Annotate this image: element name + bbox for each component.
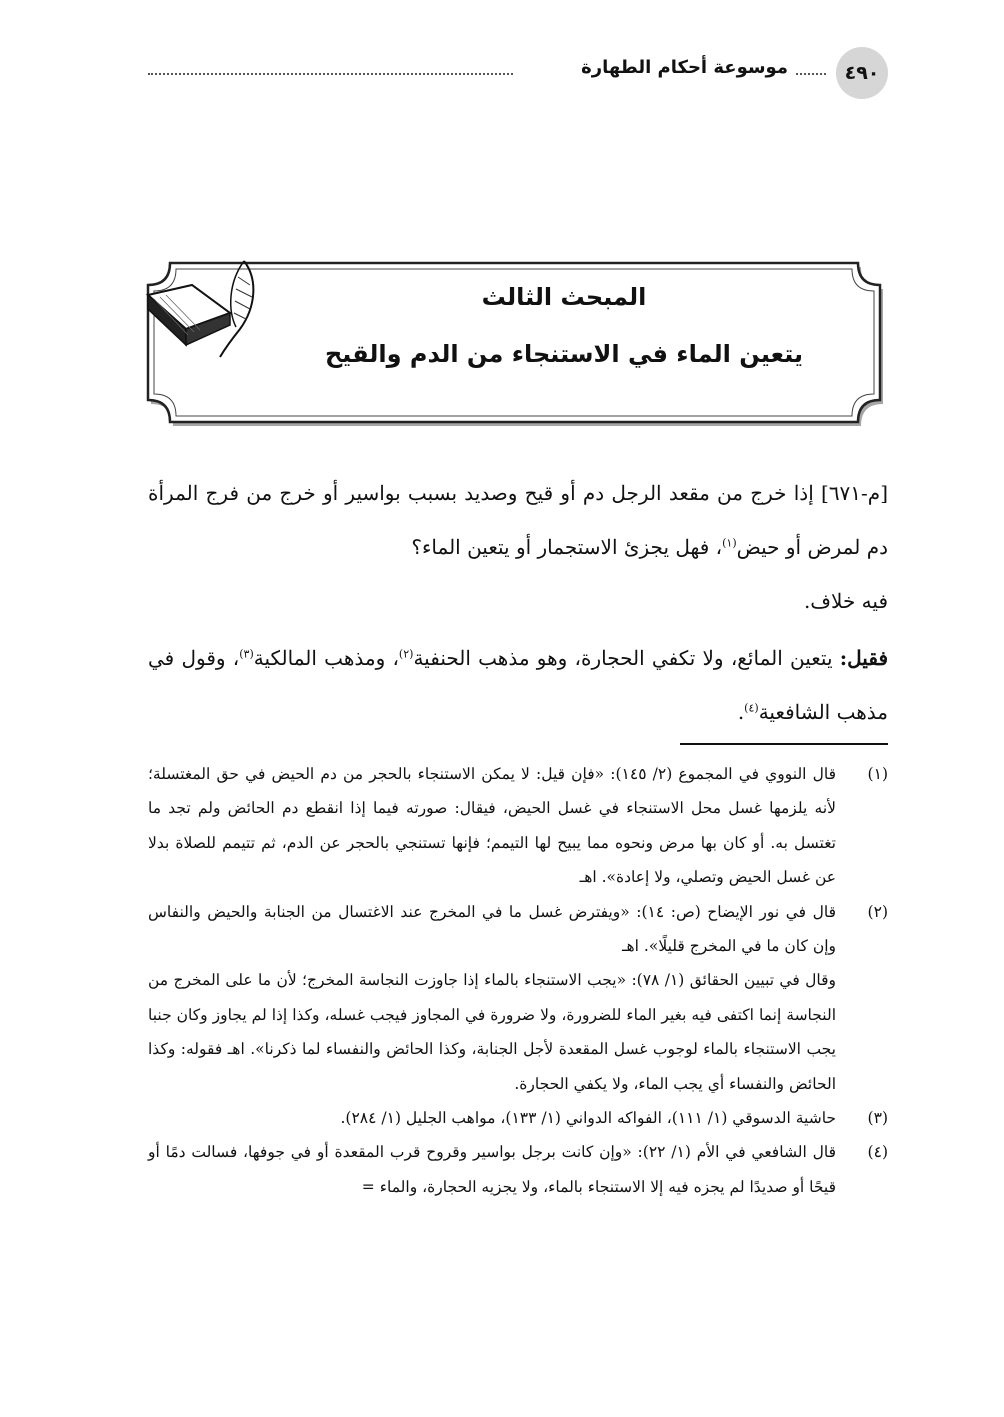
main-paragraph-3 (148, 631, 888, 739)
running-title: موسوعة أحكام الطهارة (581, 57, 788, 78)
footnote-2 (148, 895, 888, 1101)
issue-text: [م-٦٧١] إذا خرج من مقعد الرجل دم أو قيح وصديد بسبب بواسير أو خرج من فرج المرأة دم لمرض أو حيض (148, 481, 888, 559)
footnote-text: قال الشافعي في الأم (١/ ٢٢): «وإن كانت برجل بواسير وقروح قرب المقعدة أو في جوفها، فسالت دمًا أو قيحًا أو صديدًا لم يجزه فيه إلا الاستنجاء بالماء، ولا يجزيه الحجارة، والماء = (148, 1143, 837, 1196)
issue-question: ، فهل يجزئ الاستجمار أو يتعين الماء؟ (411, 535, 723, 559)
footnote-4 (148, 1135, 888, 1204)
page-header (148, 45, 888, 101)
footnote-ref-4[interactable]: (٤) (744, 701, 759, 715)
footnote-1 (148, 757, 888, 895)
footnote-number: (٤) (867, 1143, 888, 1162)
main-paragraph-1 (148, 466, 888, 574)
header-dotted-rule-right (796, 73, 826, 75)
footnote-ref-3[interactable]: (٣) (239, 647, 254, 661)
opinion-text-d: . (737, 700, 745, 724)
footnote-separator (680, 743, 888, 745)
book-and-quill-icon (140, 255, 268, 365)
section-title: المبحث الثالث (481, 283, 647, 311)
main-paragraph-2 (148, 574, 888, 628)
footnote-number: (١) (867, 765, 888, 783)
opinion-text-a: يتعين المائع، ولا تكفي الحجارة، وهو مذهب الحنفية (413, 646, 840, 670)
footnotes (148, 757, 888, 1204)
header-dotted-rule-left (148, 73, 513, 75)
footnote-text: قال في نور الإيضاح (ص: ١٤): «ويفترض غسل ما في المخرج عند الاغتسال من الجنابة والحيض والنفاس وإن كان ما في المخرج قليلًا». اهـ (148, 902, 836, 956)
page-number-badge: ٤٩٠ (836, 47, 888, 99)
opinion-lead: فقيل: (839, 646, 889, 670)
section-subtitle: يتعين الماء في الاستنجاء من الدم والقيح (324, 340, 804, 368)
footnote-text-continued: وقال في تبيين الحقائق (١/ ٧٨): «يجب الاستنجاء بالماء إذا جاوزت النجاسة المخرج؛ لأن ما على المخرج من النجاسة إنما اكتفى فيه بغير الماء للضرورة، ولا ضرورة في المجاوز فيجب غسله، وكذا إذا لم يجاوز وكان جنبا يجب الاستنجاء بالماء لوجوب غسل المقعدة لأجل الجنابة، وكذا الحائض والنفساء لما ذكرنا». اهـ فقوله: وكذا الحائض والنفساء أي يجب الماء، ولا يكفي الحجارة. (148, 971, 836, 1093)
footnote-number: (٢) (867, 902, 888, 921)
opinion-text-c: ، وقول في مذهب الشافعية (148, 646, 888, 724)
footnote-number: (٣) (867, 1109, 888, 1128)
footnote-ref-1[interactable]: (١) (722, 536, 737, 550)
opinion-text-b: ، ومذهب المالكية (253, 646, 399, 670)
footnote-ref-2[interactable]: (٢) (398, 647, 414, 661)
dispute-note: فيه خلاف. (803, 589, 888, 613)
footnote-text: قال النووي في المجموع (٢/ ١٤٥): «فإن قيل: لا يمكن الاستنجاء بالحجر من دم الحيض في حق المغتسلة؛ لأنه يلزمها غسل محل الاستنجاء في غسل الحيض، فيقال: صورته فيما إذا انقطع دم الحائض ولم تجد ما تغتسل به. أو كان بها مرض ونحوه مما يبيح لها التيمم؛ فإنها تستنجي بالحجر عن الدم، ثم تتيمم للصلاة بدلا عن غسل الحيض وتصلي، ولا إعادة». اهـ (148, 765, 836, 887)
section-title-frame (140, 255, 888, 430)
footnote-text: حاشية الدسوقي (١/ ١١١)، الفواكه الدواني (١/ ١٣٣)، مواهب الجليل (١/ ٢٨٤). (340, 1109, 836, 1128)
footnote-3 (148, 1101, 888, 1135)
